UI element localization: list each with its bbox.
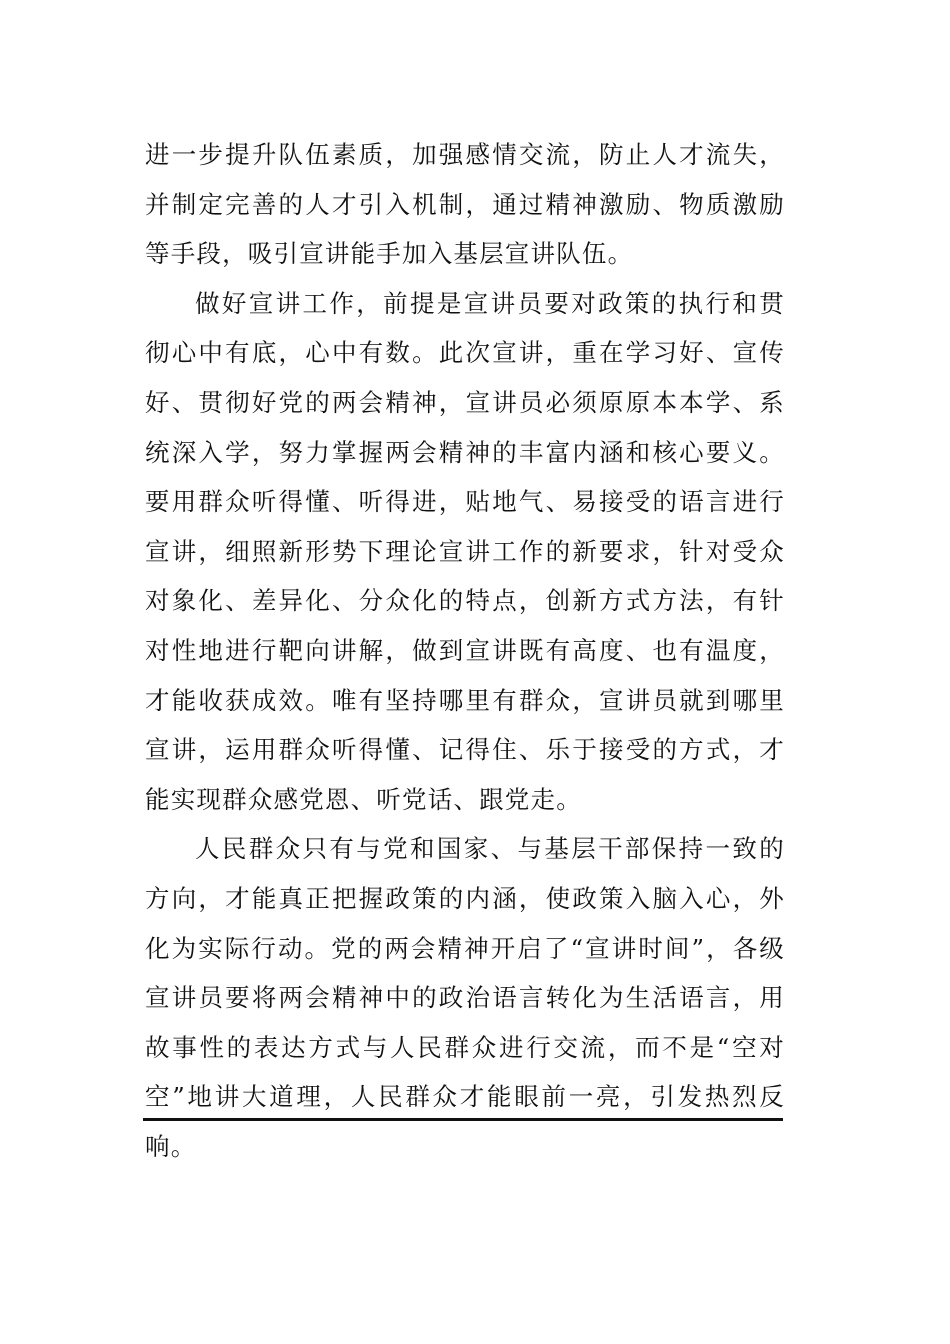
- paragraph-2: 做好宣讲工作，前提是宣讲员要对政策的执行和贯彻心中有底，心中有数。此次宣讲，重在学习好、宣传好、贯彻好党的两会精神，宣讲员必须原原本本学、系统深入学，努力掌握两会精神的丰富内涵和核心要义。要用群众听得懂、听得进，贴地气、易接受的语言进行宣讲，细照新形势下理论宣讲工作的新要求，针对受众对象化、差异化、分众化的特点，创新方式方法，有针对性地进行靶向讲解，做到宣讲既有高度、也有温度，才能收获成效。唯有坚持哪里有群众，宣讲员就到哪里宣讲，运用群众听得懂、记得住、乐于接受的方式，才能实现群众感党恩、听党话、跟党走。: [145, 288, 785, 814]
- paragraph-3: 人民群众只有与党和国家、与基层干部保持一致的方向，才能真正把握政策的内涵，使政策入脑入心，外化为实际行动。党的两会精神开启了“宣讲时间”，各级宣讲员要将两会精神中的政治语言转化为生活语言，用故事性的表达方式与人民群众进行交流，而不是“空对空”地讲大道理，人民群众才能眼前一亮，引发热烈反响。: [145, 834, 785, 1161]
- document-body: [145, 130, 785, 1171]
- paragraph-1: 进一步提升队伍素质，加强感情交流，防止人才流失，并制定完善的人才引入机制，通过精神激励、物质激励等手段，吸引宣讲能手加入基层宣讲队伍。: [145, 140, 785, 269]
- end-divider-line: [143, 1118, 783, 1121]
